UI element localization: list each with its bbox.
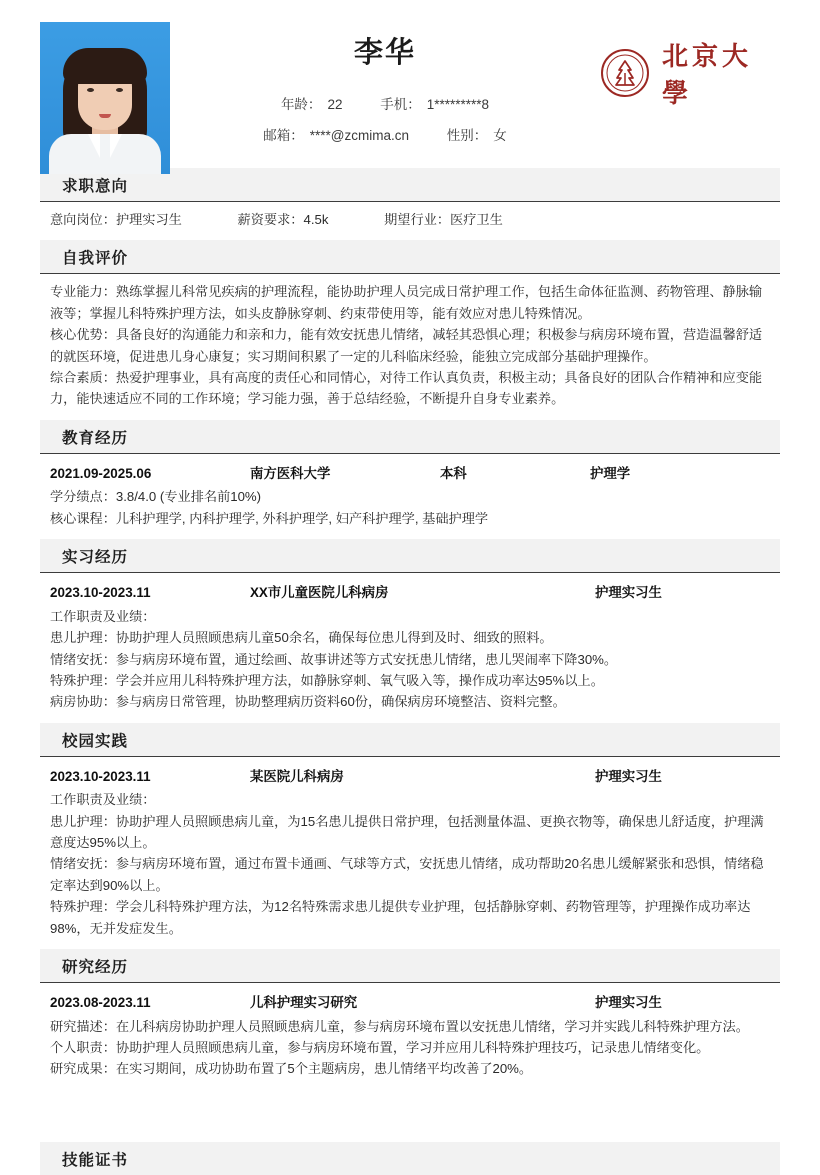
- internship-bullet: 情绪安抚：参与病房环境布置，通过绘画、故事讲述等方式安抚患儿情绪，患儿哭闹率下降30%。: [50, 651, 618, 667]
- education-body: [40, 454, 780, 531]
- job-intent-salary-label: 薪资要求：: [237, 212, 304, 227]
- education-school: 南方医科大学: [250, 465, 331, 481]
- research-bullet: 研究描述：在儿科病房协助护理人员照顾患病儿童，参与病房环境布置以安抚患儿情绪，学习并实践儿科特殊护理方法。: [50, 1018, 749, 1034]
- internship-date: 2023.10-2023.11: [50, 585, 151, 601]
- research-bullet: 研究成果：在实习期间，成功协助布置了5个主题病房，患儿情绪平均改善了20%。: [50, 1061, 533, 1077]
- education-detail: 学分绩点：3.8/4.0 (专业排名前10%): [50, 489, 262, 505]
- internship-bullet: 特殊护理：学会并应用儿科特殊护理方法，如静脉穿刺、氧气吸入等，操作成功率达95%以上。: [50, 672, 604, 688]
- job-intent-body: [40, 202, 780, 232]
- campus-practice-date: 2023.10-2023.11: [50, 768, 151, 784]
- job-intent-position-value: 护理实习生: [115, 212, 182, 227]
- research-body: [40, 983, 780, 1082]
- photo-hair-front: [63, 48, 147, 84]
- contact-gender: [447, 124, 507, 144]
- internship-bullet: 病房协助：参与病房日常管理，协助整理病历资料60份，确保病房环境整洁、资料完整。: [50, 694, 566, 710]
- section-campus-practice: [40, 723, 780, 941]
- self-evaluation-paragraph: 综合素质：热爱护理事业，具有高度的责任心和同情心，对待工作认真负责，积极主动；具备良好的团队合作精神和应变能力，能快速适应不同的工作环境；学习能力强，善于总结经验，不断提升自身专业素养。: [50, 369, 763, 407]
- header-main: [170, 22, 600, 155]
- campus-practice-subtitle: 工作职责及业绩：: [50, 792, 156, 808]
- photo-eye-left: [87, 88, 94, 92]
- photo-shirt: [49, 134, 161, 174]
- university-logo: [600, 22, 780, 110]
- job-intent-fields: [50, 209, 770, 230]
- contact-phone-value: 1*********8: [426, 97, 490, 112]
- internship-org: XX市儿童医院儿科病房: [250, 585, 389, 601]
- section-research: [40, 949, 780, 1082]
- contact-email-value: ****@zcmima.cn: [309, 128, 409, 143]
- campus-practice-org: 某医院儿科病房: [250, 768, 344, 784]
- job-intent-salary: [238, 209, 329, 230]
- profile-photo: [40, 22, 170, 174]
- research-date: 2023.08-2023.11: [50, 994, 151, 1010]
- candidate-name: 李华: [353, 37, 416, 69]
- education-detail: 核心课程：儿科护理学, 内科护理学, 外科护理学, 妇产科护理学, 基础护理学: [50, 510, 489, 526]
- job-intent-industry: [384, 209, 503, 230]
- contact-age-value: 22: [327, 97, 343, 112]
- research-title: 儿科护理实习研究: [250, 994, 358, 1010]
- section-title-internship: 实习经历: [40, 539, 780, 573]
- section-title-research: 研究经历: [40, 949, 780, 983]
- section-education: [40, 420, 780, 531]
- job-intent-industry-label: 期望行业：: [384, 212, 451, 227]
- education-degree: 本科: [440, 465, 467, 481]
- contact-gender-value: 女: [493, 128, 507, 143]
- self-evaluation-paragraph: 核心优势：具备良好的沟通能力和亲和力，能有效安抚患儿情绪，减轻其恐惧心理；积极参与病房环境布置，营造温馨舒适的就医环境，促进患儿身心康复；实习期间积累了一定的儿科临床经验，能独立完成部分基础护理操作。: [50, 327, 763, 364]
- university-name: 北京大學: [662, 42, 753, 109]
- campus-practice-bullet: 患儿护理：协助护理人员照顾患病儿童，为15名患儿提供日常护理，包括测量体温、更换衣物等，确保患儿舒适度，护理满意度达95%以上。: [50, 813, 764, 851]
- contact-line-1: [170, 93, 600, 113]
- section-title-job-intent: 求职意向: [40, 168, 780, 202]
- contact-email-label: 邮箱：: [263, 128, 304, 143]
- self-evaluation-paragraph: 专业能力：熟练掌握儿科常见疾病的护理流程，能协助护理人员完成日常护理工作，包括生命体征监测、药物管理、静脉输液等；掌握儿科特殊护理方法，如头皮静脉穿刺、约束带使用等，能有效应对患儿特殊情况。: [50, 284, 763, 321]
- internship-bullet: 患儿护理：协助护理人员照顾患病儿童50余名，确保每位患儿得到及时、细致的照料。: [50, 630, 553, 646]
- section-skills-certificates: [40, 1142, 780, 1169]
- contact-phone: [380, 93, 489, 113]
- section-title-skills-certificates: 技能证书: [40, 1142, 780, 1175]
- section-job-intent: [40, 168, 780, 232]
- internship-entry-row: [50, 582, 770, 604]
- internship-subtitle: 工作职责及业绩：: [50, 608, 156, 624]
- education-entry-row: [50, 463, 770, 485]
- contact-age: [281, 93, 343, 113]
- contact-gender-label: 性别：: [446, 128, 488, 143]
- research-entry-row: [50, 992, 770, 1014]
- internship-role: 护理实习生: [595, 585, 662, 601]
- campus-practice-bullet: 情绪安抚：参与病房环境布置，通过布置卡通画、气球等方式，安抚患儿情绪，成功帮助20名患儿缓解紧张和恐惧，情绪稳定率达到90%以上。: [50, 856, 764, 893]
- job-intent-industry-value: 医疗卫生: [450, 212, 503, 227]
- photo-eye-right: [116, 88, 123, 92]
- education-date: 2021.09-2025.06: [50, 465, 152, 481]
- campus-practice-role: 护理实习生: [595, 768, 662, 784]
- education-major: 护理学: [590, 465, 631, 481]
- peking-university-seal-icon: [600, 48, 650, 98]
- self-evaluation-body: [40, 274, 780, 411]
- job-intent-position: [50, 209, 182, 230]
- photo-collar-left: [88, 134, 100, 158]
- contact-line-2: [170, 124, 600, 144]
- contact-age-label: 年龄：: [280, 97, 322, 112]
- contact-email: [263, 124, 409, 144]
- job-intent-salary-value: 4.5k: [303, 212, 329, 227]
- campus-practice-bullet: 特殊护理：学会儿科特殊护理方法，为12名特殊需求患儿提供专业护理，包括静脉穿刺、药物管理等，护理操作成功率达98%，无并发症发生。: [50, 899, 751, 936]
- campus-practice-body: [40, 757, 780, 941]
- section-internship: [40, 539, 780, 715]
- section-title-self-evaluation: 自我评价: [40, 240, 780, 274]
- job-intent-position-label: 意向岗位：: [50, 212, 116, 227]
- section-title-education: 教育经历: [40, 420, 780, 454]
- section-self-evaluation: [40, 240, 780, 411]
- section-title-campus-practice: 校园实践: [40, 723, 780, 757]
- research-role: 护理实习生: [595, 994, 662, 1010]
- campus-practice-entry-row: [50, 766, 770, 788]
- resume-header: [40, 0, 780, 160]
- photo-collar-right: [110, 134, 122, 158]
- research-bullet: 个人职责：协助护理人员照顾患病儿童，参与病房环境布置，学习并应用儿科特殊护理技巧，记录患儿情绪变化。: [50, 1040, 710, 1056]
- contact-phone-label: 手机：: [380, 97, 421, 112]
- internship-body: [40, 573, 780, 715]
